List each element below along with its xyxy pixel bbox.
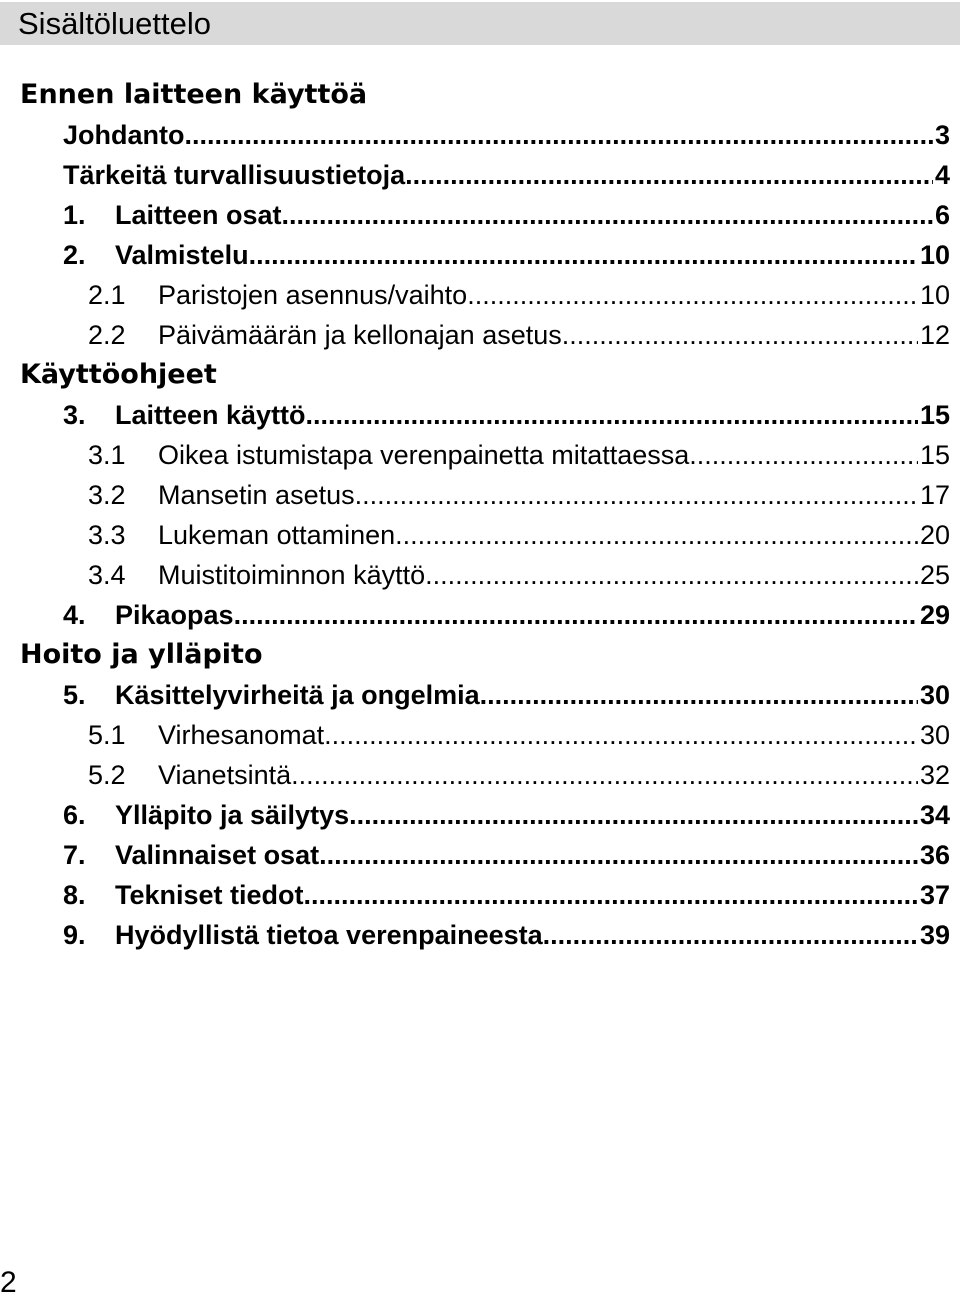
entry-page-number: 32 — [919, 760, 950, 790]
entry-number: 2. — [63, 240, 86, 270]
toc-entry[interactable] — [88, 555, 950, 595]
page-title: Sisältöluettelo — [18, 6, 212, 41]
entry-label: Mansetin asetus — [158, 480, 355, 510]
entry-number: 5. — [63, 680, 86, 710]
toc-entry[interactable] — [88, 435, 950, 475]
toc-entry[interactable] — [88, 515, 950, 555]
dot-leader — [405, 155, 933, 195]
toc-entry[interactable] — [63, 195, 950, 235]
entry-number: 5.2 — [88, 760, 126, 790]
entry-page-number: 25 — [919, 560, 950, 590]
entry-label: Tärkeitä turvallisuustietoja — [63, 160, 406, 190]
title-bar — [0, 2, 960, 45]
entry-label: Hyödyllistä tietoa verenpaineesta — [115, 920, 543, 950]
entry-label: Virhesanomat — [158, 720, 325, 750]
dot-leader — [689, 435, 918, 475]
entry-label: Ylläpito ja säilytys — [115, 800, 350, 830]
dot-leader — [319, 835, 918, 875]
dot-leader — [282, 195, 933, 235]
entry-label: Johdanto — [63, 120, 185, 150]
toc-entry[interactable] — [88, 755, 950, 795]
toc-entry[interactable] — [88, 275, 950, 315]
entry-page-number: 37 — [919, 880, 950, 910]
entry-page-number: 20 — [919, 520, 950, 550]
entry-page-number: 29 — [919, 600, 950, 630]
dot-leader — [425, 555, 918, 595]
entry-number: 3.4 — [88, 560, 126, 590]
entry-number: 3.2 — [88, 480, 126, 510]
entry-label: Pikaopas — [115, 600, 234, 630]
section-heading: Hoito ja ylläpito — [20, 639, 263, 670]
section-heading: Ennen laitteen käyttöä — [20, 79, 368, 110]
entry-number: 8. — [63, 880, 86, 910]
entry-page-number: 12 — [919, 320, 950, 350]
entry-page-number: 17 — [919, 480, 950, 510]
entry-number: 7. — [63, 840, 86, 870]
toc-entry[interactable] — [63, 115, 950, 155]
entry-page-number: 10 — [919, 240, 950, 270]
entry-number: 3.1 — [88, 440, 126, 470]
toc-entry[interactable] — [63, 915, 950, 955]
dot-leader — [234, 595, 918, 635]
toc-entry[interactable] — [88, 315, 950, 355]
entry-number: 1. — [63, 200, 86, 230]
entry-number: 2.1 — [88, 280, 126, 310]
toc-entry[interactable] — [63, 675, 950, 715]
entry-page-number: 36 — [919, 840, 950, 870]
entry-page-number: 6 — [934, 200, 950, 230]
entry-label: Käsittelyvirheitä ja ongelmia — [115, 680, 480, 710]
dot-leader — [304, 875, 918, 915]
toc-entry[interactable] — [63, 795, 950, 835]
toc-entry[interactable] — [63, 395, 950, 435]
entry-page-number: 15 — [919, 440, 950, 470]
dot-leader — [249, 235, 918, 275]
section-heading: Käyttöohjeet — [20, 359, 217, 390]
entry-label: Laitteen osat — [115, 200, 282, 230]
entry-page-number: 30 — [919, 680, 950, 710]
entry-number: 5.1 — [88, 720, 126, 750]
toc-entry[interactable] — [88, 715, 950, 755]
entry-label: Tekniset tiedot — [115, 880, 304, 910]
entry-page-number: 4 — [934, 160, 950, 190]
entry-label: Laitteen käyttö — [115, 400, 306, 430]
dot-leader — [185, 115, 933, 155]
dot-leader — [480, 675, 918, 715]
toc-entry[interactable] — [63, 235, 950, 275]
dot-leader — [349, 795, 918, 835]
entry-label: Vianetsintä — [158, 760, 292, 790]
entry-number: 3.3 — [88, 520, 126, 550]
entry-label: Päivämäärän ja kellonajan asetus — [158, 320, 562, 350]
entry-number: 2.2 — [88, 320, 126, 350]
entry-page-number: 30 — [919, 720, 950, 750]
entry-label: Paristojen asennus/vaihto — [158, 280, 468, 310]
entry-page-number: 34 — [919, 800, 950, 830]
dot-leader — [395, 515, 918, 555]
toc-entry[interactable] — [88, 475, 950, 515]
entry-page-number: 39 — [919, 920, 950, 950]
dot-leader — [543, 915, 918, 955]
dot-leader — [562, 315, 918, 355]
toc-entry[interactable] — [63, 835, 950, 875]
entry-number: 9. — [63, 920, 86, 950]
entry-number: 4. — [63, 600, 86, 630]
dot-leader — [291, 755, 918, 795]
entry-page-number: 3 — [934, 120, 950, 150]
dot-leader — [324, 715, 918, 755]
entry-label: Oikea istumistapa verenpainetta mitattaessa — [158, 440, 690, 470]
toc-entry[interactable] — [63, 875, 950, 915]
page-number: 2 — [0, 1266, 17, 1299]
toc-entry[interactable] — [63, 595, 950, 635]
dot-leader — [467, 275, 918, 315]
entry-label: Valmistelu — [115, 240, 249, 270]
entry-label: Muistitoiminnon käyttö — [158, 560, 426, 590]
dot-leader — [306, 395, 918, 435]
toc-entry[interactable] — [63, 155, 950, 195]
entry-number: 6. — [63, 800, 86, 830]
entry-label: Valinnaiset osat — [115, 840, 320, 870]
entry-page-number: 15 — [919, 400, 950, 430]
entry-page-number: 10 — [919, 280, 950, 310]
entry-label: Lukeman ottaminen — [158, 520, 396, 550]
dot-leader — [355, 475, 918, 515]
entry-number: 3. — [63, 400, 86, 430]
